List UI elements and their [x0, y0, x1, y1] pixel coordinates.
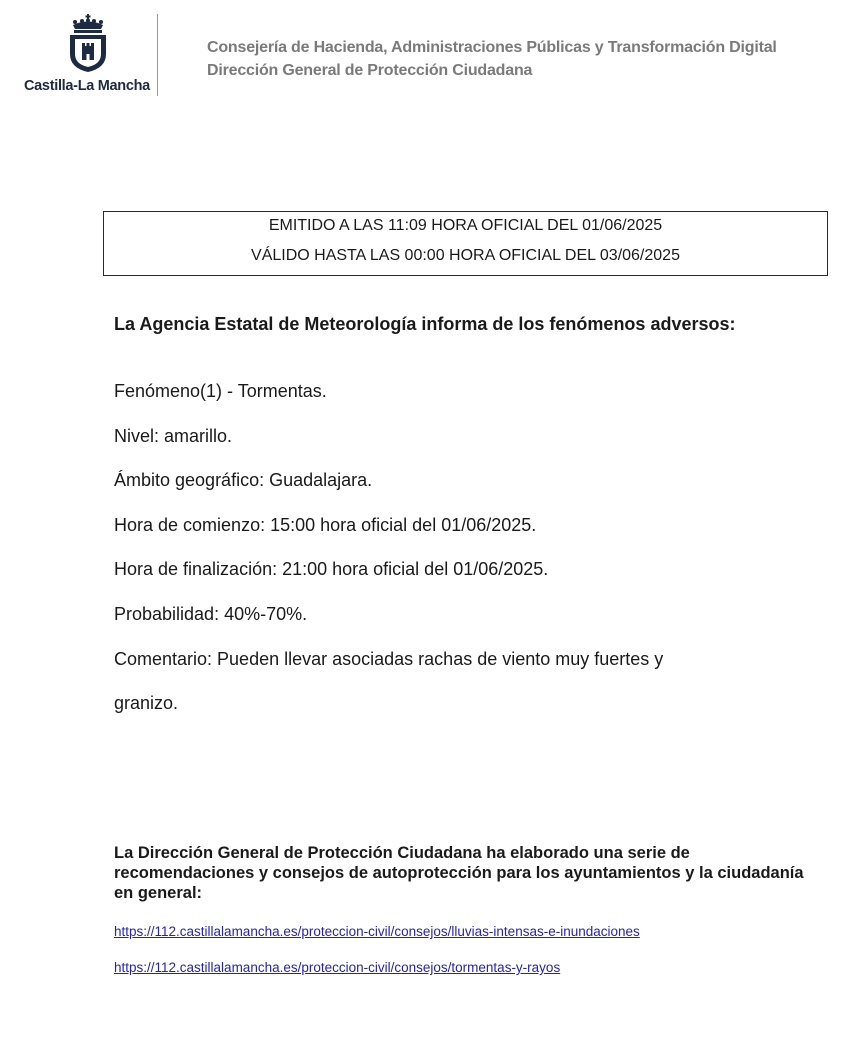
probability: Probabilidad: 40%-70%. [114, 603, 308, 624]
start-time: Hora de comienzo: 15:00 hora oficial del 01/06/2025. [114, 514, 537, 535]
issued-time: EMITIDO A LAS 11:09 HORA OFICIAL DEL 01/06/2025 [268, 217, 663, 234]
link-storms-lightning[interactable]: https://112.castillalamancha.es/proteccion-civil/consejos/tormentas-y-rayos [114, 960, 561, 975]
header-divider [157, 14, 158, 96]
valid-until: VÁLIDO HASTA LAS 00:00 HORA OFICIAL DEL 03/06/2025 [251, 247, 680, 264]
link-heavy-rain-floods[interactable]: https://112.castillalamancha.es/proteccion-civil/consejos/lluvias-intensas-e-inundaciones [114, 924, 640, 939]
header-institution [207, 36, 777, 82]
emission-validity-box [103, 211, 828, 276]
phenomenon-details [114, 379, 814, 735]
comment-line-2: granizo. [114, 692, 179, 713]
logo-wordmark: Castilla-La Mancha [24, 78, 150, 94]
directorate-name: Dirección General de Protección Ciudadana [207, 62, 533, 79]
end-time: Hora de finalización: 21:00 hora oficial del 01/06/2025. [114, 559, 549, 580]
warning-level: Nivel: amarillo. [114, 425, 233, 446]
crown-shield-icon [66, 14, 110, 74]
comment-line-1: Comentario: Pueden llevar asociadas rachas de viento muy fuertes y [114, 648, 664, 669]
castilla-la-mancha-logo [20, 12, 156, 98]
department-name: Consejería de Hacienda, Administraciones Públicas y Transformación Digital [207, 39, 777, 56]
phenomenon-type: Fenómeno(1) - Tormentas. [114, 381, 327, 401]
aemet-intro-heading: La Agencia Estatal de Meteorología informa de los fenómenos adversos: [114, 314, 736, 334]
recommendations-text: La Dirección General de Protección Ciudadana ha elaborado una serie de recomendaciones y consejos de autoprotección para los ayuntamientos y la ciudadanía en general: [114, 844, 804, 902]
geographic-scope: Ámbito geográfico: Guadalajara. [114, 470, 373, 491]
